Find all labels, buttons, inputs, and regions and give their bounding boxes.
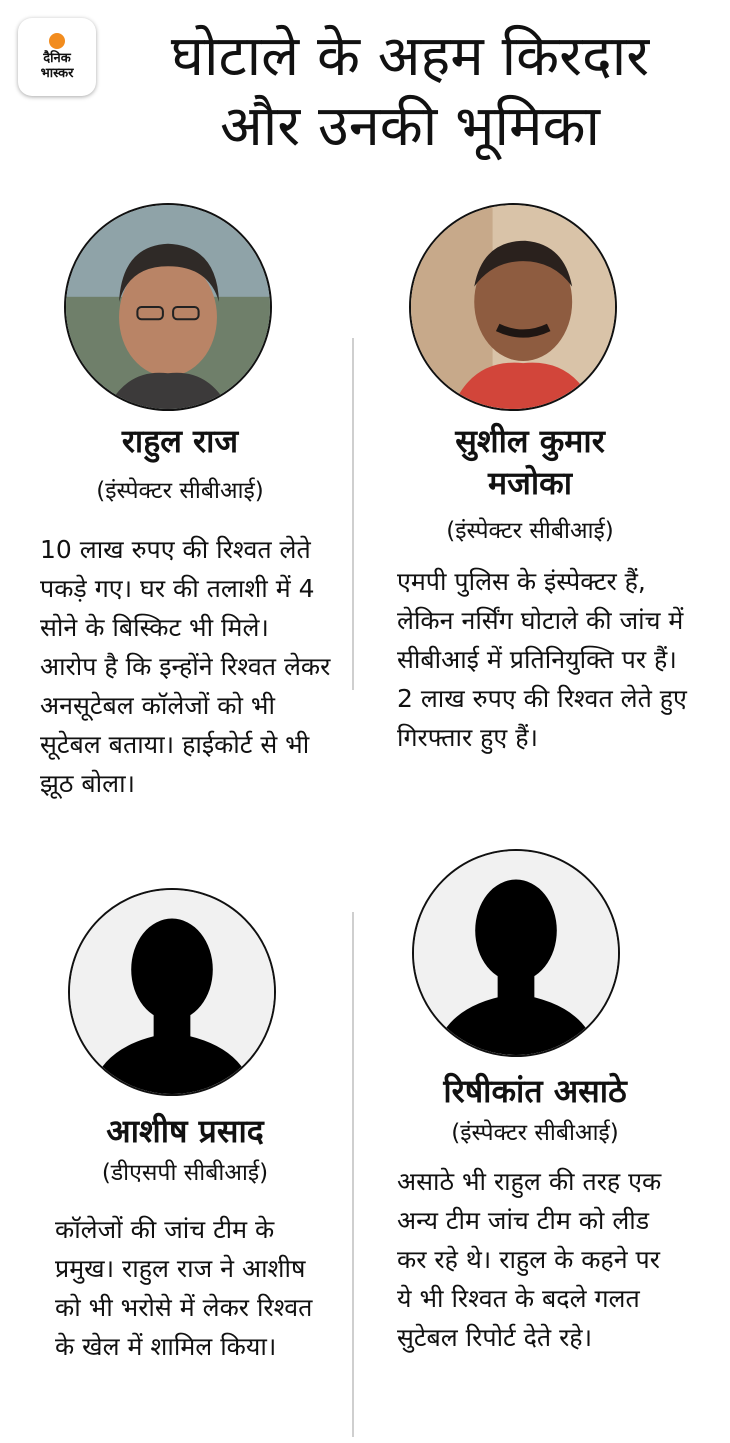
silhouette-icon [70,890,274,1094]
sun-icon [49,33,65,49]
title-line2: और उनकी भूमिका [220,94,600,159]
ashish-prasad-photo [68,888,276,1096]
person-role: (डीएसपी सीबीआई) [101,1160,269,1186]
column-divider-bottom [352,912,354,1437]
logo-line2: भास्कर [40,66,74,81]
person-description: 10 लाख रुपए की रिश्वत लेते पकड़े गए। घर की तलाशी में 4 सोने के बिस्किट भी मिले। आरोप है कि इन्होंने रिश्वत लेकर अनसूटेबल कॉलेजों को भी सूटेबल बताया। हाईकोर्ट से भी झूठ बोला। [40,535,331,798]
rishikant-asathe-photo [412,849,620,1057]
sushil-kumar-majoka-photo [409,203,617,411]
person-name: रिषीकांत असाठे [443,1072,627,1110]
man-portrait-icon [66,205,270,409]
person-name: आशीष प्रसाद [106,1112,264,1150]
column-divider-top [352,338,354,690]
dainik-bhaskar-logo [18,18,96,96]
rahul-raj-photo [64,203,272,411]
logo-line1: दैनिक [43,51,71,66]
page-title [100,22,720,162]
person-name: राहुल राज [121,422,239,460]
man-portrait-icon [411,205,615,409]
person-role: (इंस्पेक्टर सीबीआई) [96,478,264,504]
person-description: असाठे भी राहुल की तरह एक अन्य टीम जांच टीम को लीड कर रहे थे। राहुल के कहने पर ये भी रिश्वत के बदले गलत सुटेबल रिपोर्ट देते रहे। [397,1167,662,1352]
person-description: कॉलेजों की जांच टीम के प्रमुख। राहुल राज ने आशीष को भी भरोसे में लेकर रिश्वत के खेल में शामिल किया। [55,1215,313,1361]
title-line1: घोटाले के अहम किरदार [170,24,650,89]
silhouette-icon [414,851,618,1055]
person-name-line2: मजोका [487,464,573,502]
person-role: (इंस्पेक्टर सीबीआई) [451,1120,619,1146]
person-name: सुशील कुमार [455,422,605,460]
person-role: (इंस्पेक्टर सीबीआई) [446,518,614,544]
person-description: एमपी पुलिस के इंस्पेक्टर हैं, लेकिन नर्सिंग घोटाले की जांच में सीबीआई में प्रतिनियुक्ति पर हैं। 2 लाख रुपए की रिश्वत लेते हुए गिरफ्तार हुए हैं। [397,567,687,752]
